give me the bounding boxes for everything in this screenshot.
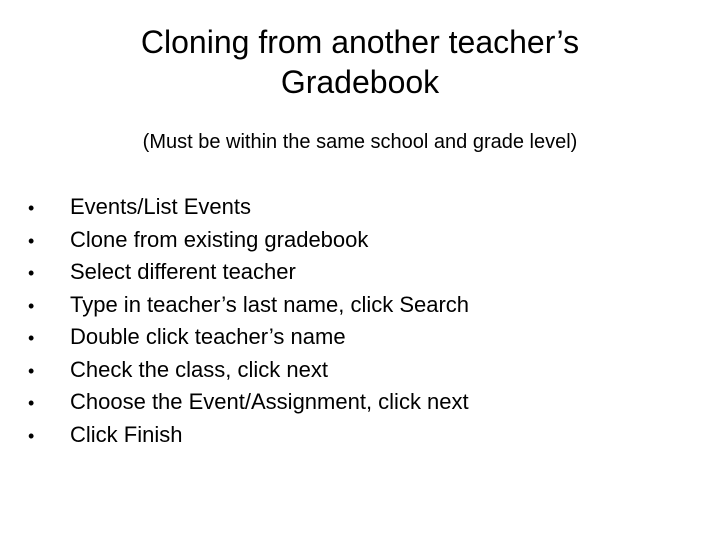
slide-subtitle: (Must be within the same school and grade level) — [142, 131, 578, 153]
bullet-item-clone-existing — [28, 226, 688, 259]
bullet-text: Type in teacher’s last name, click Search — [70, 291, 470, 317]
slide-title-line-2: Gradebook — [280, 64, 440, 100]
slide-title — [60, 22, 660, 102]
bullet-icon: • — [28, 425, 35, 446]
bullet-icon: • — [28, 393, 35, 413]
bullet-text: Double click teacher’s name — [70, 324, 346, 349]
bullet-icon: • — [28, 360, 35, 381]
bullet-item-select-teacher — [28, 258, 688, 291]
bullet-item-double-click — [28, 323, 688, 356]
bullet-list — [28, 193, 688, 453]
bullet-icon: • — [28, 198, 35, 218]
bullet-item-check-class — [28, 356, 688, 389]
bullet-icon: • — [28, 328, 35, 348]
bullet-item-events-list — [28, 193, 688, 226]
bullet-item-click-finish — [28, 421, 688, 454]
bullet-text: Events/List Events — [70, 194, 251, 219]
bullet-text: Clone from existing gradebook — [70, 226, 369, 252]
bullet-icon: • — [28, 230, 35, 251]
bullet-text: Choose the Event/Assignment, click next — [70, 389, 469, 414]
bullet-item-choose-event — [28, 388, 688, 421]
bullet-text: Select different teacher — [70, 259, 296, 284]
bullet-text: Check the class, click next — [70, 356, 328, 382]
bullet-icon: • — [28, 295, 35, 316]
slide-title-line-1: Cloning from another teacher’s — [140, 24, 580, 60]
bullet-item-search-name — [28, 291, 688, 324]
bullet-icon: • — [28, 263, 35, 283]
bullet-text: Click Finish — [70, 421, 183, 447]
